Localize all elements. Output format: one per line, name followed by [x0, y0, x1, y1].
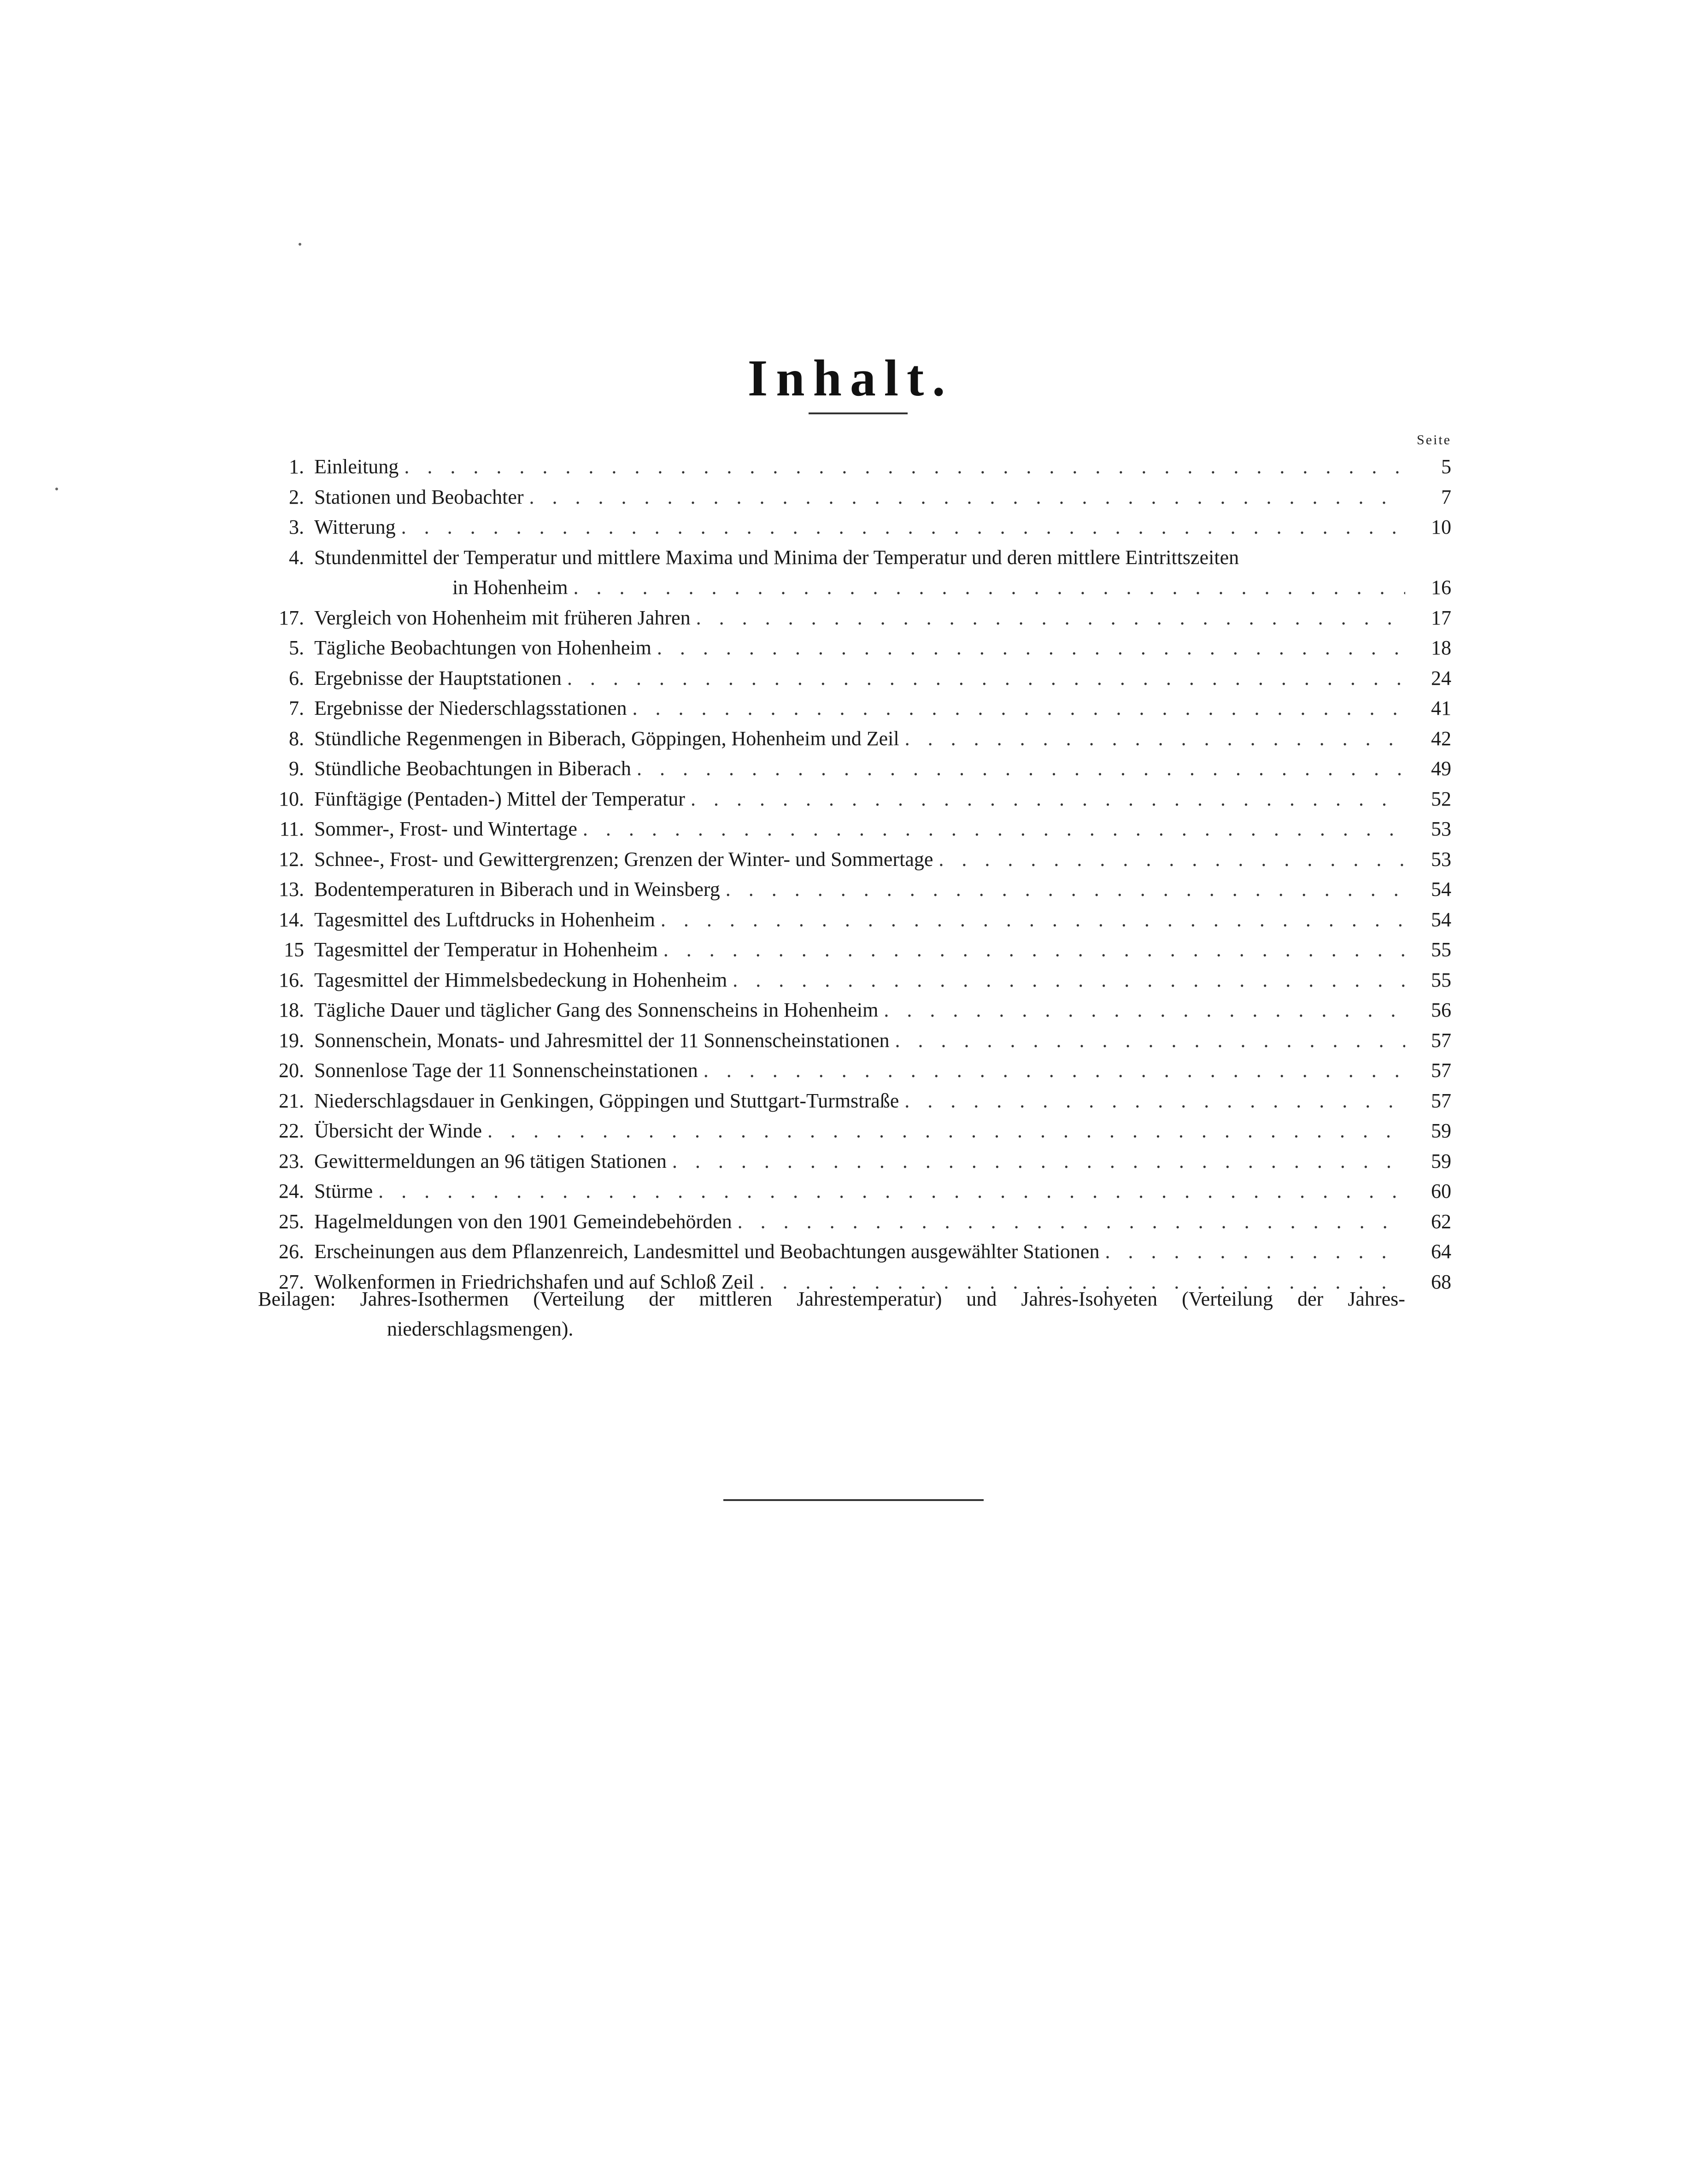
toc-entry-title: Tägliche Dauer und täglicher Gang des Sonnenscheins in Hohenheim [314, 999, 879, 1021]
toc-entry-number: 5. [289, 636, 304, 659]
toc-entry-page: 53 [1431, 818, 1451, 840]
beilagen-line-2: niederschlagsmengen). [387, 1318, 574, 1340]
toc-entry-page: 24 [1431, 666, 1451, 689]
toc-entry [258, 754, 1451, 784]
toc-entry-page: 53 [1431, 848, 1451, 871]
leader-dots [663, 935, 1405, 965]
toc-entry-number: 6. [289, 666, 304, 689]
toc-entry-number: 21. [279, 1089, 304, 1112]
toc-entry-page: 16 [1431, 576, 1451, 599]
leader-dots [704, 1055, 1405, 1086]
toc-entry-title: Bodentemperaturen in Biberach und in Weinsberg [314, 878, 720, 901]
leader-dots [378, 1176, 1405, 1207]
toc-entry-number: 14. [279, 908, 304, 931]
toc-entry-page: 42 [1431, 727, 1451, 750]
toc-entry [258, 482, 1451, 512]
toc-entry-title: Tagesmittel des Luftdrucks in Hohenheim [314, 908, 655, 931]
toc-entry-page: 5 [1441, 455, 1451, 478]
toc-entry-title: Stündliche Beobachtungen in Biberach [314, 757, 631, 780]
toc-entry-page: 55 [1431, 968, 1451, 991]
toc-entry-page: 62 [1431, 1210, 1451, 1233]
toc-entry-page: 60 [1431, 1180, 1451, 1202]
toc-entry-number: 7. [289, 697, 304, 719]
toc-entry-number: 17. [279, 606, 304, 629]
toc-entry-number: 15 [284, 938, 304, 961]
toc-entry-title: Ergebnisse der Niederschlagsstationen [314, 697, 627, 719]
toc-entry-number: 4. [289, 546, 304, 569]
toc-entry-number: 3. [289, 516, 304, 538]
toc-entry-title: Erscheinungen aus dem Pflanzenreich, Landesmittel und Beobachtungen ausgewählter Stationen [314, 1240, 1100, 1263]
toc-entry-number: 22. [279, 1119, 304, 1142]
toc-entry-number: 8. [289, 727, 304, 750]
toc-entry-title: Vergleich von Hohenheim mit früheren Jahren [314, 606, 691, 629]
page-column-header: Seite [1417, 432, 1451, 447]
toc-entry-title: Schnee-, Frost- und Gewittergrenzen; Grenzen der Winter- und Sommertage [314, 848, 933, 871]
toc-entry-title: Sommer-, Frost- und Wintertage [314, 818, 577, 840]
toc-entry-number: 23. [279, 1149, 304, 1172]
leader-dots [574, 572, 1405, 603]
beilagen-word: der [649, 1288, 675, 1310]
toc-entry-number: 13. [279, 878, 304, 901]
toc-entry [258, 995, 1451, 1025]
toc-entry-title: Hagelmeldungen von den 1901 Gemeindebehörden [314, 1210, 732, 1233]
toc-entry-page: 57 [1431, 1029, 1451, 1052]
toc-entry-number: 1. [289, 455, 304, 478]
toc-entry-page: 54 [1431, 878, 1451, 901]
leader-dots [905, 724, 1405, 754]
leader-dots [895, 1025, 1405, 1056]
beilagen-label: Beilagen: [258, 1288, 336, 1310]
toc-entry [258, 784, 1451, 814]
toc-entry [258, 874, 1451, 905]
toc-entry-title: Tagesmittel der Temperatur in Hohenheim [314, 938, 658, 961]
toc-entry-number: 16. [279, 968, 304, 991]
leader-dots [637, 754, 1405, 784]
toc-entry-number: 18. [279, 999, 304, 1021]
toc-entry-page: 49 [1431, 757, 1451, 780]
toc-entry-title: Sonnenlose Tage der 11 Sonnenscheinstationen [314, 1059, 698, 1082]
toc-entry-title: Tägliche Beobachtungen von Hohenheim [314, 636, 651, 659]
toc-entry-title: Sonnenschein, Monats- und Jahresmittel der 11 Sonnenscheinstationen [314, 1029, 890, 1052]
toc-entry [258, 663, 1451, 694]
leader-dots [726, 874, 1405, 905]
toc-entry [258, 693, 1451, 724]
toc-entry [258, 1176, 1451, 1207]
toc-entry-page: 56 [1431, 999, 1451, 1021]
toc-entry [258, 1086, 1451, 1116]
leader-dots [691, 784, 1405, 814]
toc-entry-page: 64 [1431, 1240, 1451, 1263]
leader-dots [884, 995, 1405, 1025]
beilagen-word: Jahres-Isohyeten [1021, 1288, 1158, 1310]
toc-entry-page: 54 [1431, 908, 1451, 931]
toc-entry-page: 57 [1431, 1089, 1451, 1112]
toc-entry [258, 603, 1451, 633]
toc-entry-title: Stündliche Regenmengen in Biberach, Göppingen, Hohenheim und Zeil [314, 727, 899, 750]
toc-entry-number: 2. [289, 485, 304, 508]
toc-entry [258, 1207, 1451, 1237]
leader-dots [567, 663, 1405, 694]
page-title: Inhalt. [747, 350, 954, 407]
toc-entry-page: 10 [1431, 516, 1451, 538]
leader-dots [487, 1116, 1405, 1146]
beilagen-word: Jahres- [1348, 1288, 1405, 1310]
toc-entry-title: Fünftägige (Pentaden-) Mittel der Temperatur [314, 787, 685, 810]
leader-dots [904, 1086, 1405, 1116]
toc-entry-title-continued: in Hohenheim [452, 576, 568, 599]
beilagen-word: der [1297, 1288, 1324, 1310]
leader-dots [529, 482, 1405, 512]
beilagen-word: mittleren [699, 1288, 773, 1310]
toc-entry [258, 1236, 1451, 1267]
beilagen-word: (Verteilung [1182, 1288, 1273, 1310]
beilagen-word: und [966, 1288, 997, 1310]
toc-entry-page: 7 [1441, 485, 1451, 508]
toc-entry-number: 10. [279, 787, 304, 810]
beilagen-word: (Verteilung [533, 1288, 625, 1310]
toc-entry-page: 41 [1431, 697, 1451, 719]
toc-entry [258, 452, 1451, 482]
leader-dots [404, 452, 1405, 482]
toc-entry-title: Übersicht der Winde [314, 1119, 482, 1142]
leader-dots [657, 633, 1405, 663]
toc-entry [258, 814, 1451, 844]
leader-dots [938, 844, 1405, 875]
toc-entry-number: 27. [279, 1270, 304, 1293]
leader-dots [633, 693, 1405, 724]
beilagen-line-1 [258, 1284, 1405, 1314]
toc-entry-number: 24. [279, 1180, 304, 1202]
toc-entry [258, 1146, 1451, 1177]
toc-entry-number: 26. [279, 1240, 304, 1263]
toc-entry-number: 12. [279, 848, 304, 871]
toc-entry-number: 20. [279, 1059, 304, 1082]
toc-entry-title: Einleitung [314, 455, 399, 478]
leader-dots [583, 814, 1405, 844]
leader-dots [672, 1146, 1405, 1177]
toc-entry [258, 1055, 1451, 1086]
toc-entry [258, 965, 1451, 995]
toc-entry-page: 59 [1431, 1119, 1451, 1142]
toc-entry [258, 542, 1451, 573]
toc-entry-title: Wolkenformen in Friedrichshafen und auf Schloß Zeil [314, 1270, 754, 1293]
toc-entry [258, 905, 1451, 935]
toc-entry [258, 1116, 1451, 1146]
toc-entry-title: Gewittermeldungen an 96 tätigen Stationen [314, 1149, 667, 1172]
toc-entry-page: 57 [1431, 1059, 1451, 1082]
toc-entry [258, 512, 1451, 542]
leader-dots [401, 512, 1405, 542]
toc-entry-title: Ergebnisse der Hauptstationen [314, 666, 562, 689]
toc-entry [258, 844, 1451, 875]
beilagen-word: Jahres-Isothermen [360, 1288, 509, 1310]
leader-dots [738, 1207, 1405, 1237]
toc-entry-page: 17 [1431, 606, 1451, 629]
toc-entry-number: 11. [279, 818, 304, 840]
toc-entry-number: 19. [279, 1029, 304, 1052]
toc-entry-page: 68 [1431, 1270, 1451, 1293]
title-rule [809, 412, 908, 414]
leader-dots [733, 965, 1405, 995]
toc-entry [258, 1025, 1451, 1056]
toc-entry-page: 59 [1431, 1149, 1451, 1172]
toc-entry-title: Stundenmittel der Temperatur und mittlere Maxima und Minima der Temperatur und deren mittlere Eintrittszeiten [314, 546, 1239, 569]
toc-entry-title: Tagesmittel der Himmelsbedeckung in Hohenheim [314, 968, 727, 991]
print-speck [55, 488, 58, 490]
toc-entry [258, 633, 1451, 663]
toc-entry-number: 25. [279, 1210, 304, 1233]
leader-dots [1105, 1236, 1405, 1267]
toc-entry-page: 52 [1431, 787, 1451, 810]
toc-entry-title: Witterung [314, 516, 396, 538]
beilagen-word: Jahrestemperatur) [797, 1288, 942, 1310]
toc-entry-title: Niederschlagsdauer in Genkingen, Göppingen und Stuttgart-Turmstraße [314, 1089, 899, 1112]
toc-entry-number: 9. [289, 757, 304, 780]
toc-entry-continuation [258, 572, 1451, 603]
toc-entry-page: 18 [1431, 636, 1451, 659]
beilagen-note [258, 1284, 1405, 1344]
toc-entry-title: Stürme [314, 1180, 373, 1202]
table-of-contents [258, 452, 1451, 1297]
toc-entry-title: Stationen und Beobachter [314, 485, 524, 508]
print-speck [299, 243, 301, 246]
toc-entry-page: 55 [1431, 938, 1451, 961]
toc-entry [258, 724, 1451, 754]
toc-entry [258, 935, 1451, 965]
closing-rule [723, 1499, 984, 1501]
leader-dots [661, 905, 1405, 935]
leader-dots [696, 603, 1405, 633]
